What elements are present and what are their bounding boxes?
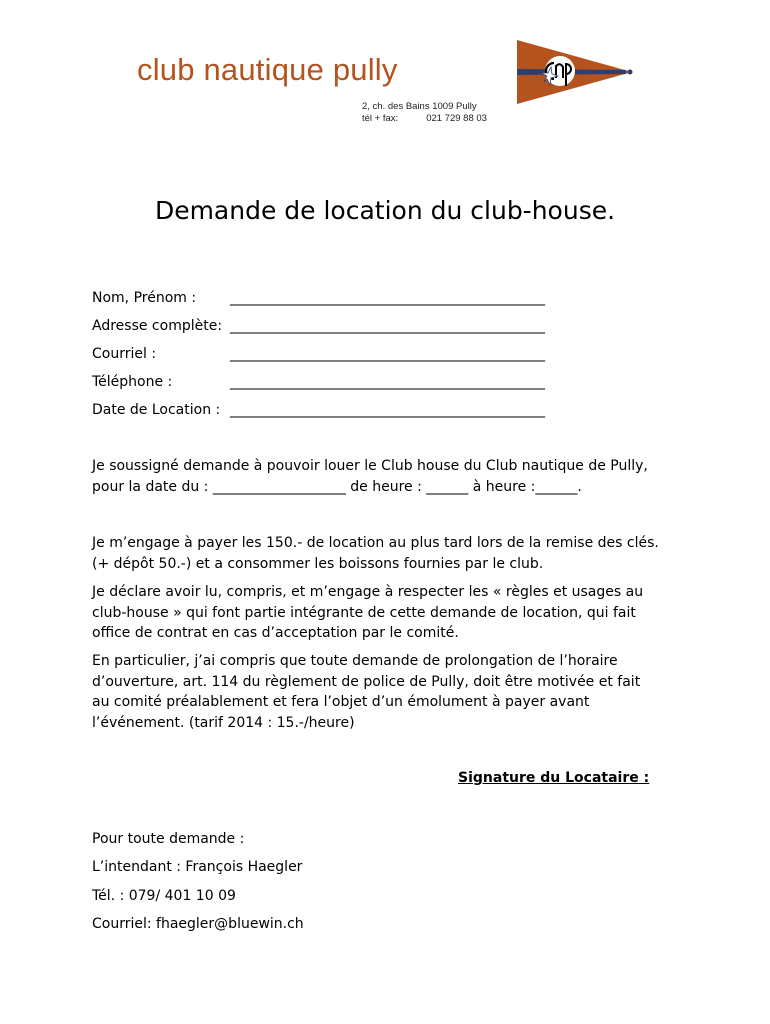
date-field[interactable] (92, 400, 545, 420)
extension-line: En particulier, j’ai compris que toute demande de prolongation de l’horaire (92, 653, 618, 669)
extension-line: au comité préalablement et fera l’objet d’un émolument à payer avant (92, 694, 590, 710)
rules-line: office de contrat en cas d’acceptation par le comité. (92, 625, 459, 641)
address-input-line[interactable]: _____________________________________________ (230, 318, 545, 334)
name-input-line[interactable]: _____________________________________________ (230, 290, 545, 306)
payment-line: (+ dépôt 50.-) et a consommer les boissons fournies par le club. (92, 555, 544, 572)
address-field[interactable] (92, 316, 545, 336)
contact-steward: L’intendant : François Haegler (92, 859, 303, 876)
phone-field-label: Téléphone : (92, 374, 173, 390)
date-label: Date de Location : (92, 402, 221, 418)
phone-input-line[interactable]: _____________________________________________ (230, 374, 545, 390)
payment-line: Je m’engage à payer les 150.- de location au plus tard lors de la remise des clés. (92, 535, 659, 551)
contact-intro: Pour toute demande : (92, 831, 245, 847)
email-label: Courriel : (92, 346, 157, 362)
request-paragraph (92, 456, 648, 497)
phone-line (362, 113, 487, 125)
payment-paragraph (92, 533, 659, 574)
form-title: Demande de location du club-house. (154, 196, 616, 225)
address-line: 2, ch. des Bains 1009 Pully (362, 101, 477, 112)
request-line[interactable]: pour la date du : ___________________ de heure : ______ à heure :______. (92, 478, 582, 495)
email-input-line[interactable]: _____________________________________________ (230, 346, 545, 362)
extension-paragraph (92, 651, 640, 733)
rules-paragraph (92, 582, 643, 644)
club-address (362, 101, 487, 125)
date-input-line[interactable]: _____________________________________________ (230, 402, 545, 418)
name-label: Nom, Prénom : (92, 290, 197, 306)
extension-line: d’ouverture, art. 114 du règlement de police de Pully, doit être motivée et fait (92, 673, 641, 690)
rules-line: club-house » qui font partie intégrante de cette demande de location, qui fait (92, 604, 636, 621)
pennant-dot (628, 70, 633, 75)
club-name: club nautique pully (137, 52, 398, 87)
contact-email: Courriel: fhaegler@bluewin.ch (92, 915, 304, 932)
phone-number: 021 729 88 03 (426, 113, 487, 124)
email-field[interactable] (92, 344, 545, 364)
contact-phone: Tél. : 079/ 401 10 09 (92, 887, 236, 904)
contact-block (92, 825, 304, 938)
signature-label: Signature du Locataire : (458, 770, 650, 786)
club-pennant-logo (514, 38, 636, 106)
phone-field[interactable] (92, 372, 545, 392)
extension-line: l’événement. (tarif 2014 : 15.-/heure) (92, 714, 355, 731)
phone-label: tél + fax: (362, 113, 399, 124)
rules-line: Je déclare avoir lu, compris, et m’engage à respecter les « règles et usages au (92, 584, 644, 600)
request-line: Je soussigné demande à pouvoir louer le Club house du Club nautique de Pully, (92, 458, 648, 474)
address-label: Adresse complète: (92, 318, 223, 334)
name-field[interactable] (92, 288, 545, 308)
